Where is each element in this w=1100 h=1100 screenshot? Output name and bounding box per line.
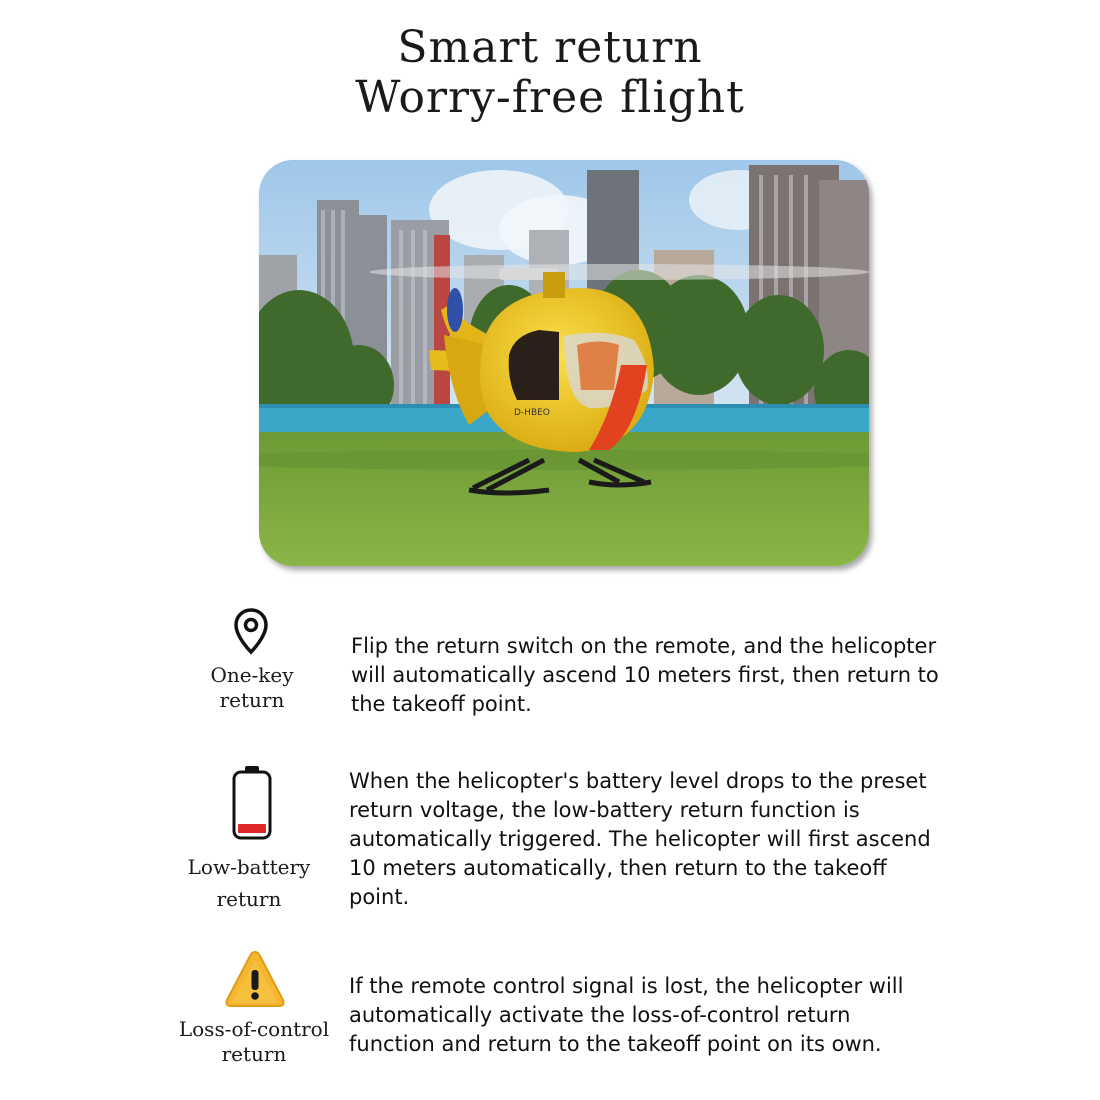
feature-label-line2: return	[219, 688, 285, 712]
description-line: When the helicopter's battery level drops to the preset	[349, 769, 927, 793]
hero-helicopter-photo	[259, 160, 869, 566]
description-line: 10 meters automatically, then return to the takeoff	[349, 856, 887, 880]
location-pin-icon	[232, 607, 270, 660]
feature-label-line2: return	[216, 887, 282, 911]
tail-marking: D-HBEO	[514, 408, 550, 418]
description-line: point.	[349, 885, 410, 909]
warning-triangle-icon	[224, 948, 286, 1015]
feature-label-line1: Low-battery	[187, 855, 311, 879]
feature-label-one-key	[188, 663, 316, 713]
helicopter-scene-illustration	[259, 160, 869, 566]
page-title-line-1: Smart return	[397, 22, 703, 73]
description-line: will automatically ascend 10 meters first, then return to	[351, 663, 939, 687]
description-line: the takeoff point.	[351, 692, 532, 716]
description-line: automatically triggered. The helicopter will first ascend	[349, 827, 931, 851]
feature-label-line2: return	[221, 1042, 287, 1066]
feature-label-line1: One-key	[210, 663, 294, 687]
page-title-line-2: Worry-free flight	[355, 72, 745, 123]
feature-label-loss-of-control	[170, 1017, 338, 1067]
feature-label-low-battery	[176, 851, 322, 915]
description-line: return voltage, the low-battery return function is	[349, 798, 860, 822]
feature-description-loss-of-control	[349, 972, 903, 1059]
description-line: If the remote control signal is lost, the helicopter will	[349, 974, 904, 998]
feature-description-low-battery	[349, 767, 931, 912]
feature-description-one-key	[351, 632, 939, 719]
description-line: automatically activate the loss-of-control return	[349, 1003, 851, 1027]
description-line: Flip the return switch on the remote, and the helicopter	[351, 634, 937, 658]
description-line: function and return to the takeoff point on its own.	[349, 1032, 882, 1056]
feature-label-line1: Loss-of-control	[178, 1017, 330, 1041]
low-battery-icon	[230, 764, 274, 847]
